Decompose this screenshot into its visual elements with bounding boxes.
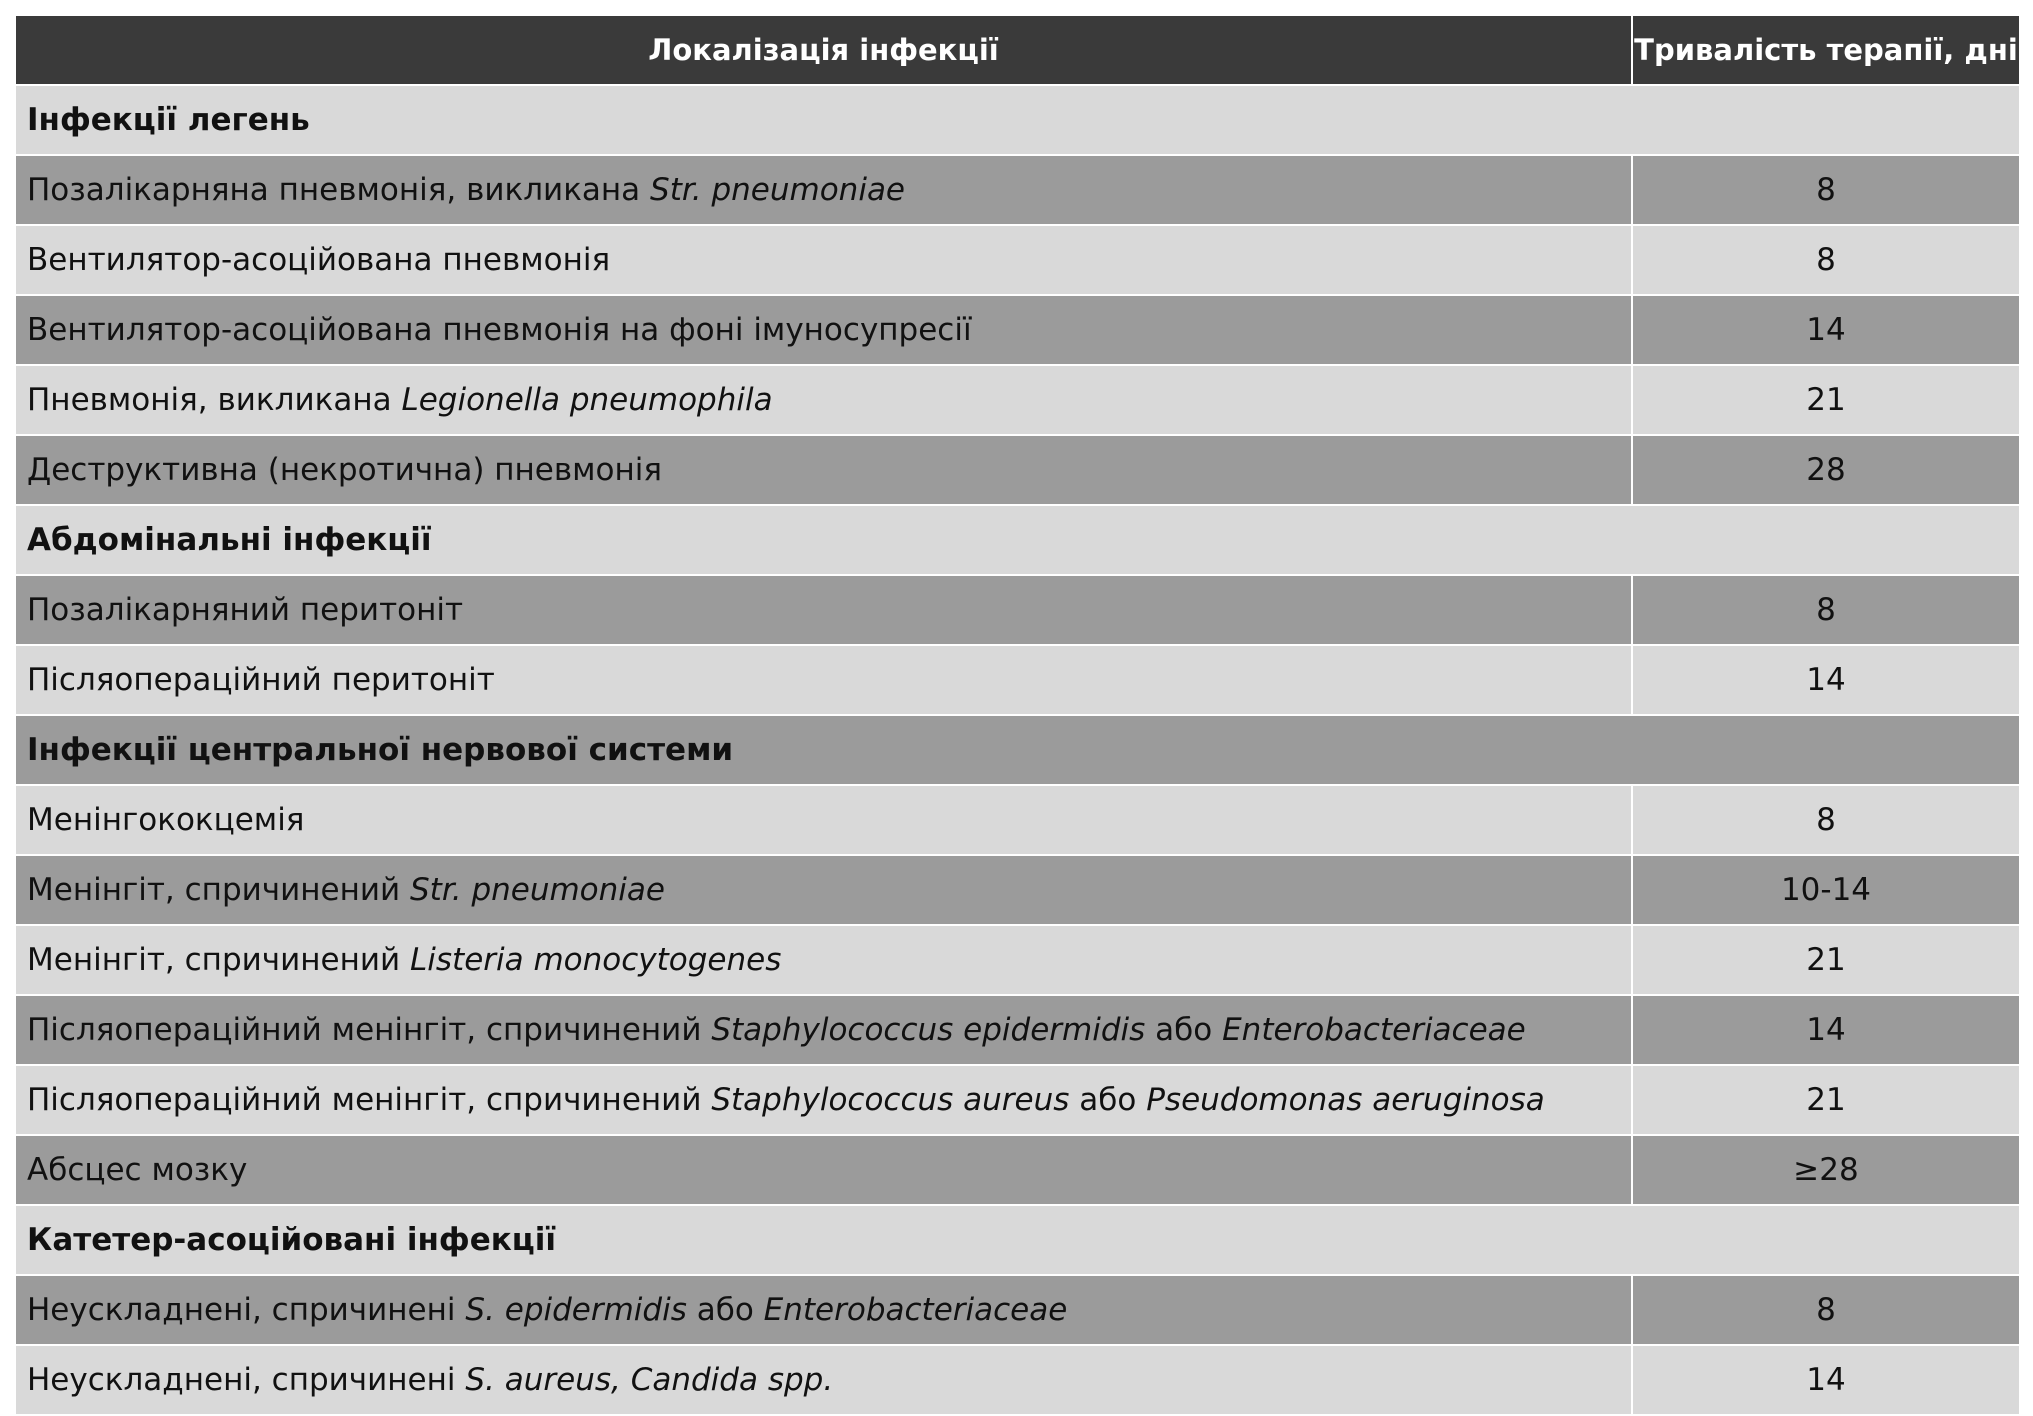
- infection-site-cell: [15, 995, 1632, 1065]
- table-row: [15, 365, 2020, 435]
- infection-site-text: Позалікарняний перитоніт: [27, 591, 464, 628]
- infection-site-cell: [15, 575, 1632, 645]
- pathogen-name: Enterobacteriaceae: [763, 1291, 1068, 1328]
- infection-site-text: Післяопераційний менінгіт, спричинений: [27, 1081, 712, 1118]
- infection-site-cell: [15, 645, 1632, 715]
- therapy-duration-cell: 14: [1632, 295, 2020, 365]
- pathogen-name: Str. pneumoniae: [650, 171, 906, 208]
- infection-site-cell: [15, 925, 1632, 995]
- table-section-row: [15, 715, 2020, 785]
- infection-site-text: Менінгіт, спричинений: [27, 941, 410, 978]
- pathogen-name: Legionella pneumophila: [401, 381, 773, 418]
- therapy-duration-cell: 8: [1632, 155, 2020, 225]
- infection-site-text: або: [686, 1291, 764, 1328]
- pathogen-name: Str. pneumoniae: [410, 871, 665, 908]
- table-row: [15, 1345, 2020, 1415]
- infection-site-text: Післяопераційний менінгіт, спричинений: [27, 1011, 712, 1048]
- pathogen-name: Staphylococcus epidermidis: [711, 1011, 1146, 1048]
- table-row: [15, 1135, 2020, 1205]
- infection-site-cell: [15, 1135, 1632, 1205]
- table-row: [15, 925, 2020, 995]
- infection-site-text: Післяопераційний перитоніт: [27, 661, 495, 698]
- infection-site-cell: [15, 155, 1632, 225]
- pathogen-name: S. epidermidis: [465, 1291, 687, 1328]
- table-row: [15, 645, 2020, 715]
- infection-site-text: Неускладнені, спричинені: [27, 1361, 466, 1398]
- therapy-duration-cell: 21: [1632, 365, 2020, 435]
- therapy-duration-cell: 8: [1632, 1275, 2020, 1345]
- therapy-duration-cell: 28: [1632, 435, 2020, 505]
- table-row: [15, 295, 2020, 365]
- therapy-duration-cell: 8: [1632, 785, 2020, 855]
- infection-site-text: Абсцес мозку: [27, 1151, 248, 1188]
- therapy-duration-cell: 21: [1632, 925, 2020, 995]
- therapy-duration-cell: 14: [1632, 995, 2020, 1065]
- infection-site-cell: [15, 365, 1632, 435]
- infection-site-cell: [15, 225, 1632, 295]
- section-heading: Інфекції центральної нервової системи: [15, 715, 2020, 785]
- infection-site-cell: [15, 1065, 1632, 1135]
- table-row: [15, 575, 2020, 645]
- infection-site-text: Менінгококцемія: [27, 801, 305, 838]
- table-section-row: [15, 85, 2020, 155]
- section-heading: Абдомінальні інфекції: [15, 505, 2020, 575]
- column-header-therapy-duration: Тривалість терапії, дні: [1632, 15, 2020, 85]
- table-row: [15, 785, 2020, 855]
- section-heading: Інфекції легень: [15, 85, 2020, 155]
- infection-site-text: Менінгіт, спричинений: [27, 871, 410, 908]
- table-row: [15, 155, 2020, 225]
- section-heading: Катетер-асоційовані інфекції: [15, 1205, 2020, 1275]
- pathogen-name: Staphylococcus aureus: [711, 1081, 1070, 1118]
- pathogen-name: Enterobacteriaceae: [1222, 1011, 1526, 1048]
- infection-site-text: або: [1069, 1081, 1147, 1118]
- infection-site-cell: [15, 295, 1632, 365]
- therapy-duration-table: [14, 14, 2021, 1416]
- table-body: [15, 85, 2020, 1415]
- infection-site-cell: [15, 855, 1632, 925]
- infection-site-text: Пневмонія, викликана: [27, 381, 402, 418]
- infection-site-text: Вентилятор-асоційована пневмонія: [27, 241, 611, 278]
- table-row: [15, 995, 2020, 1065]
- table-row: [15, 225, 2020, 295]
- table-section-row: [15, 1205, 2020, 1275]
- infection-site-cell: [15, 785, 1632, 855]
- therapy-duration-cell: 10-14: [1632, 855, 2020, 925]
- table-row: [15, 1275, 2020, 1345]
- therapy-duration-cell: 8: [1632, 575, 2020, 645]
- table-section-row: [15, 505, 2020, 575]
- infection-site-text: Позалікарняна пневмонія, викликана: [27, 171, 651, 208]
- table-row: [15, 1065, 2020, 1135]
- therapy-duration-table-container: [14, 14, 2019, 1416]
- table-row: [15, 435, 2020, 505]
- infection-site-text: Неускладнені, спричинені: [27, 1291, 466, 1328]
- therapy-duration-cell: 21: [1632, 1065, 2020, 1135]
- column-header-infection-site: Локалізація інфекції: [15, 15, 1632, 85]
- pathogen-name: Pseudomonas aeruginosa: [1146, 1081, 1545, 1118]
- table-row: [15, 855, 2020, 925]
- therapy-duration-cell: 14: [1632, 645, 2020, 715]
- pathogen-name: S. aureus, Candida spp.: [465, 1361, 834, 1398]
- infection-site-cell: [15, 435, 1632, 505]
- pathogen-name: Listeria monocytogenes: [410, 941, 782, 978]
- therapy-duration-cell: ≥28: [1632, 1135, 2020, 1205]
- table-header-row: [15, 15, 2020, 85]
- infection-site-text: Вентилятор-асоційована пневмонія на фоні імуносупресії: [27, 311, 972, 348]
- therapy-duration-cell: 14: [1632, 1345, 2020, 1415]
- infection-site-cell: [15, 1345, 1632, 1415]
- therapy-duration-cell: 8: [1632, 225, 2020, 295]
- infection-site-text: або: [1145, 1011, 1223, 1048]
- infection-site-text: Деструктивна (некротична) пневмонія: [27, 451, 663, 488]
- infection-site-cell: [15, 1275, 1632, 1345]
